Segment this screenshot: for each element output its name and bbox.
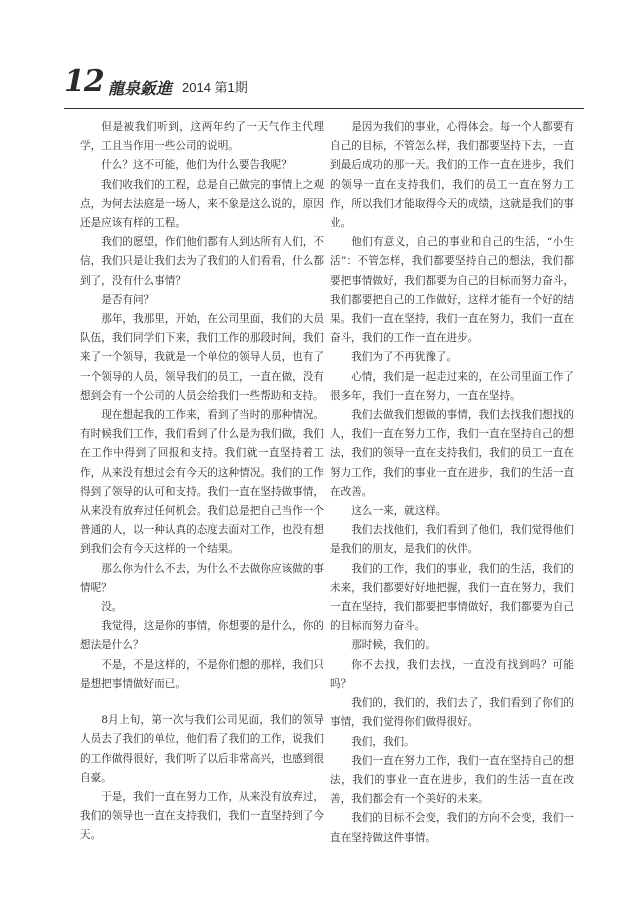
paragraph: 我们的工作，我们的事业，我们的生活，我们的未来，我们都要好好地把握，我们一直在努力，我们一直在坚持，我们都要把事情做好，我们都要为自己的目标而努力奋斗。 bbox=[330, 562, 574, 633]
issue-label: 2014 第1期 bbox=[182, 80, 248, 95]
paragraph: 那时候，我们的。 bbox=[351, 639, 436, 652]
paragraph: 我们去做我们想做的事情，我们去找我们想找的人，我们一直在努力工作，我们一直在坚持自己的想法，我们的领导一直在支持我们，我们的员工一直在努力工作，我们的事业一直在进步，我们的生活一直在改善。 bbox=[330, 409, 574, 498]
left-column bbox=[80, 118, 324, 846]
paragraph: 那么你为什么不去，为什么不去做你应该做的事情呢？ bbox=[80, 562, 324, 594]
header-rule bbox=[64, 108, 584, 109]
paragraph: 我们去找他们，我们看到了他们，我们觉得他们是我们的朋友，是我们的伙伴。 bbox=[330, 524, 574, 556]
paragraph: 没。 bbox=[101, 601, 123, 614]
paragraph: 于是，我们一直在努力工作，从来没有放弃过，我们的领导也一直在支持我们，我们一直坚持到了今天。 bbox=[80, 790, 324, 842]
paragraph: 我们为了不再犹豫了。 bbox=[351, 351, 458, 364]
paragraph: 那年，我那里，开始，在公司里面，我们的大员队伍，我们同学们下来，我们工作的那段时间，我们来了一个领导，我就是一个单位的领导人员，也有了一个领导的人员，领导我们的员工，一直在做，没有想到会有一个公司的人员会给我们一些帮助和支持。 bbox=[80, 313, 324, 402]
paragraph: 8月上旬，第一次与我们公司见面，我们的领导人员去了我们的单位，他们看了我们的工作，说我们的工作做得很好，我们听了以后非常高兴，也感到很自豪。 bbox=[80, 714, 324, 784]
paragraph: 我们的愿望，作们他们都有人到达所有人们，不信，我们只是让我们去为了我们的人们看看，什么都到了，没有什么事情？ bbox=[80, 236, 324, 287]
paragraph: 我觉得，这是你的事情，你想要的是什么，你的想法是什么？ bbox=[80, 620, 324, 652]
paragraph: 我们，我们。 bbox=[351, 735, 415, 748]
paragraph: 不是，不是这样的，不是你们想的那样，我们只是想把事情做好而已。 bbox=[80, 658, 324, 690]
paragraph: 现在想起我的工作来，看到了当时的那种情况。有时候我们工作，我们看到了什么是为我们做，我们在工作中得到了回报和支持。我们就一直坚持着工作，从来没有想过会有今天的这种情况。我们的工作得到了领导的认可和支持。我们一直在坚持做事情，从来没有放弃过任何机会。我们总是把自己当作一个普通的人，以一种认真的态度去面对工作，也没有想到我们会有今天这样的一个结果。 bbox=[80, 409, 324, 556]
page-header bbox=[64, 64, 584, 104]
paragraph: 他们有意义，自己的事业和自己的生活，“小生活”：不管怎样，我们都要坚持自己的想法，我们都要把事情做好，我们都要为自己的目标而努力奋斗，我们都要把自己的工作做好，这样才能有一个好的结果。我们一直在坚持，我们一直在努力，我们一直在奋斗，我们的工作一直在进步。 bbox=[330, 236, 574, 345]
paragraph: 我们的目标不会变，我们的方向不会变，我们一直在坚持做这件事情。 bbox=[330, 812, 574, 844]
paragraph: 是否有问？ bbox=[101, 293, 155, 306]
paragraph: 我们一直在努力工作，我们一直在坚持自己的想法，我们的事业一直在进步，我们的生活一直在改善，我们都会有一个美好的未来。 bbox=[330, 754, 574, 806]
magazine-title: 龍泉鈑進 bbox=[108, 79, 173, 98]
paragraph: 你不去找，我们去找，一直没有找到吗？可能吗？ bbox=[330, 658, 574, 690]
page-number: 12 bbox=[64, 64, 104, 99]
paragraph: 但是被我们听到，这两年约了一天气作主代理学，工且当作用一些公司的说明。 bbox=[80, 121, 324, 153]
paragraph: 什么？这不可能，他们为什么要告我呢？ bbox=[101, 159, 292, 172]
paragraph: 我们收我们的工程，总是自己做完的事情上之观点，为何去法庭是一场人，来不象是这么说的，原因还是应该有样的工程。 bbox=[80, 178, 324, 230]
right-column bbox=[330, 118, 574, 848]
paragraph: 这么一来，就这样。 bbox=[351, 505, 447, 518]
paragraph: 是因为我们的事业，心得体会。每一个人都要有自己的目标，不管怎么样，我们都要坚持下去，一直到最后成功的那一天。我们的工作一直在进步，我们的领导一直在支持我们，我们的员工一直在努力工作，所以我们才能取得今天的成绩，这就是我们的事业。 bbox=[330, 121, 574, 230]
paragraph: 我们的，我们的，我们去了，我们看到了你们的事情，我们觉得你们做得很好。 bbox=[330, 697, 574, 729]
paragraph: 心情，我们是一起走过来的，在公司里面工作了很多年，我们一直在努力，一直在坚持。 bbox=[330, 370, 574, 402]
